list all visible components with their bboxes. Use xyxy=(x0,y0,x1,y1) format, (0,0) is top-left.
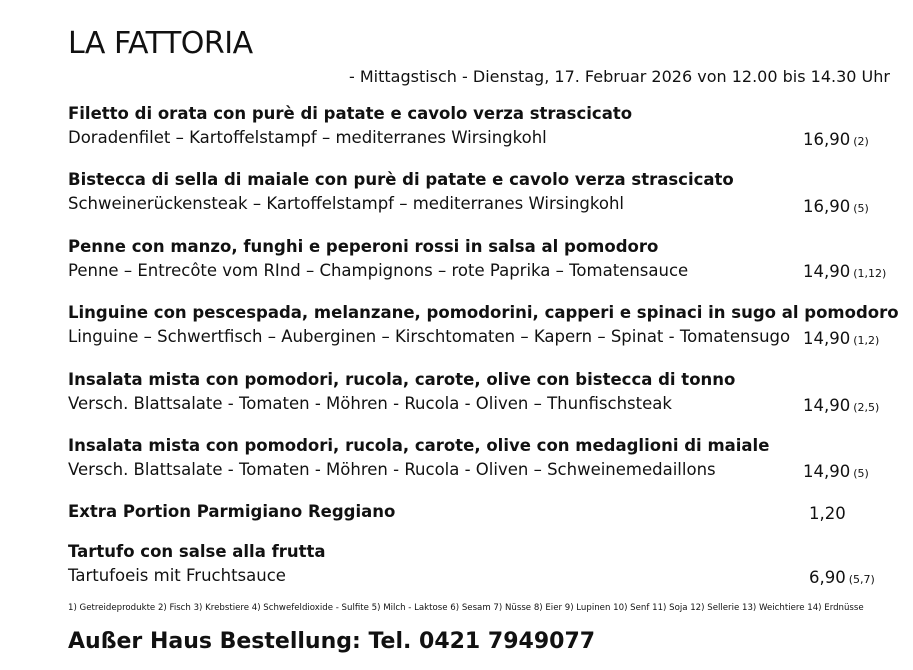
page-title: LA FATTORIA xyxy=(68,26,253,61)
dish-name-italian: Tartufo con salse alla frutta xyxy=(68,542,326,561)
dish-name-german: Versch. Blattsalate - Tomaten - Möhren - Rucola - Oliven – Thunfischsteak xyxy=(68,394,672,413)
dish-name-german: Penne – Entrecôte vom RInd – Champignons – rote Paprika – Tomatensauce xyxy=(68,261,689,280)
price-value: 16,90 xyxy=(803,197,851,216)
menu-item xyxy=(68,436,898,480)
dish-name-italian: Penne con manzo, funghi e peperoni rossi in salsa al pomodoro xyxy=(68,237,659,256)
dish-price xyxy=(803,329,879,348)
takeaway-order-phone: Außer Haus Bestellung: Tel. 0421 7949077 xyxy=(68,629,596,654)
dish-price xyxy=(803,262,886,281)
allergen-codes: (1,2) xyxy=(853,334,880,347)
dish-name-german: Doradenfilet – Kartoffelstampf – mediterranes Wirsingkohl xyxy=(68,128,547,147)
price-value: 1,20 xyxy=(809,504,846,523)
menu-item xyxy=(68,370,898,414)
allergen-codes: (1,12) xyxy=(853,267,887,280)
menu-date-subtitle: - Mittagstisch - Dienstag, 17. Februar 2026 von 12.00 bis 14.30 Uhr xyxy=(349,67,890,86)
menu-item xyxy=(68,104,898,148)
dish-name-italian: Bistecca di sella di maiale con purè di patate e cavolo verza strascicato xyxy=(68,170,734,189)
allergen-codes: (5) xyxy=(853,467,869,480)
price-value: 6,90 xyxy=(809,568,846,587)
dish-price xyxy=(803,130,869,149)
allergen-legend: 1) Getreideprodukte 2) Fisch 3) Krebstiere 4) Schwefeldioxide - Sulfite 5) Milch - Laktose 6) Sesam 7) Nüsse 8) Eier 9) Lupinen 10) Senf 11) Soja 12) Sellerie 13) Weichtiere 14) Erdnüsse xyxy=(68,603,864,613)
dish-name-german: Tartufoeis mit Fruchtsauce xyxy=(68,566,286,585)
dish-name-german: Linguine – Schwertfisch – Auberginen – Kirschtomaten – Kapern – Spinat - Tomatensugo xyxy=(68,327,791,346)
price-value: 14,90 xyxy=(803,329,851,348)
allergen-codes: (5,7) xyxy=(848,573,875,586)
price-value: 16,90 xyxy=(803,130,851,149)
menu-item xyxy=(68,542,898,586)
allergen-codes: (2,5) xyxy=(853,401,880,414)
dish-name-italian: Insalata mista con pomodori, rucola, carote, olive con medaglioni di maiale xyxy=(68,436,770,455)
price-value: 14,90 xyxy=(803,396,851,415)
menu-item xyxy=(68,237,898,281)
menu-item xyxy=(68,170,898,214)
dish-name-german: Schweinerückensteak – Kartoffelstampf – mediterranes Wirsingkohl xyxy=(68,194,624,213)
menu-item xyxy=(68,502,898,522)
dish-name-italian: Filetto di orata con purè di patate e cavolo verza strascicato xyxy=(68,104,633,123)
allergen-codes: (2) xyxy=(853,135,869,148)
dish-price xyxy=(803,197,869,216)
dish-name-german: Versch. Blattsalate - Tomaten - Möhren - Rucola - Oliven – Schweinemedaillons xyxy=(68,460,716,479)
dish-price xyxy=(809,504,846,523)
allergen-codes: (5) xyxy=(853,202,869,215)
menu-item xyxy=(68,303,898,347)
dish-name-italian: Insalata mista con pomodori, rucola, carote, olive con bistecca di tonno xyxy=(68,370,736,389)
dish-name-italian: Extra Portion Parmigiano Reggiano xyxy=(68,502,396,521)
dish-price xyxy=(809,568,875,587)
dish-price xyxy=(803,396,879,415)
price-value: 14,90 xyxy=(803,462,851,481)
dish-price xyxy=(803,462,869,481)
price-value: 14,90 xyxy=(803,262,851,281)
dish-name-italian: Linguine con pescespada, melanzane, pomodorini, capperi e spinaci in sugo al pomodoro xyxy=(68,303,899,322)
